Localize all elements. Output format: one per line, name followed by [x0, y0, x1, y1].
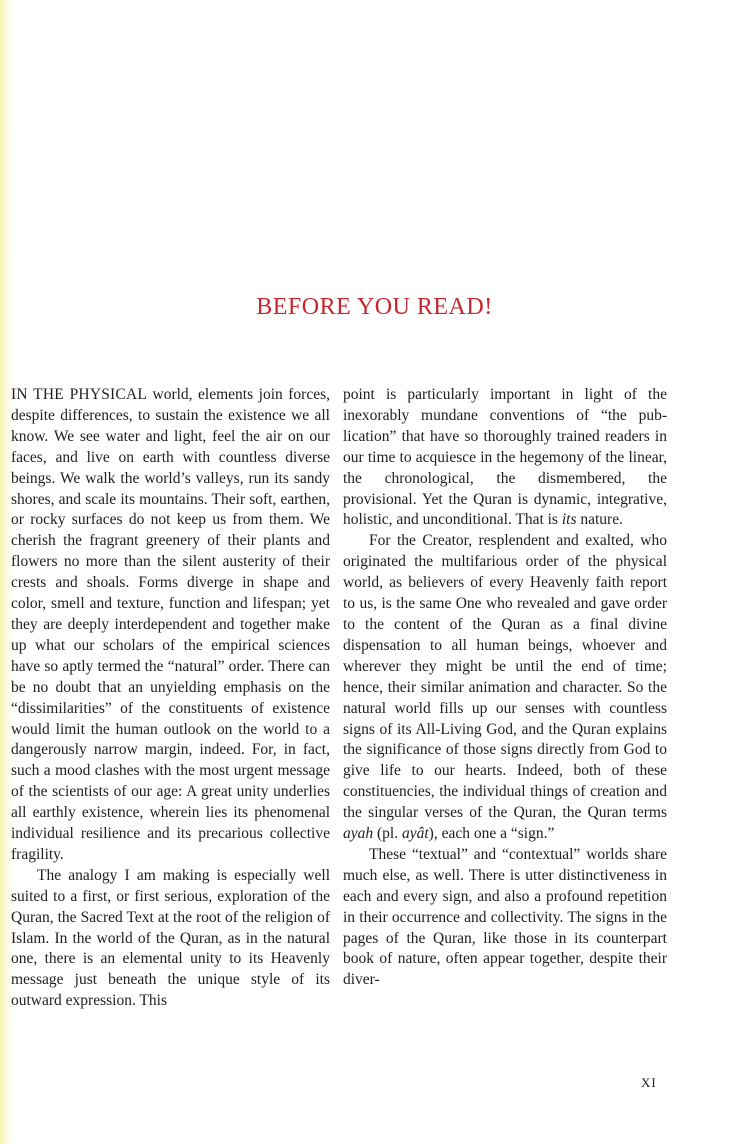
- paragraph-text: (pl.: [373, 825, 402, 843]
- paragraph: The analogy I am making is especially well suited to a first, or first serious, exploration of the Quran, the Sacred Text at the root of the religion of Islam. In the world of the Quran, as in the natural one, there is an elemental unity to its Heavenly message just beneath the unique style of its outward expression. This: [11, 866, 330, 1010]
- paragraph: These “textual” and “contextual” worlds share much else, as well. There is utter distinctiveness in each and every sign, and also a profound repetition in their occurrence and collectivity. The signs in the pages of the Quran, like those in its counterpart book of nature, often appear together, despite their diver-: [343, 845, 667, 989]
- paragraph-lead: IN THE PHYSICAL: [11, 386, 147, 403]
- italic-text: its: [561, 511, 577, 529]
- paragraph-text: For the Creator, resplendent and exalted, who originated the multifarious order of the physical world, as believers of every Heavenly faith report to us, is the same One who revealed and gave order to the content of the Quran as a final divine dispensation to all human beings, whoever and wherever they might be until the end of time; hence, their similar animation and character. So the natural world fills up our senses with countless signs of its All-Living God, and the Quran explains the significance of those signs directly from God to give life to our hearts. Indeed, both of these constituencies, the individual things of creation and the singular verses of the Quran, the Quran terms: [343, 532, 667, 822]
- paragraph: [343, 385, 667, 531]
- paragraph: [343, 531, 667, 845]
- left-column: [11, 385, 330, 1012]
- paragraph-text: ), each one a “sign.”: [428, 825, 555, 843]
- page-title: BEFORE YOU READ!: [256, 294, 493, 321]
- right-column: [343, 385, 667, 991]
- paragraph-text: point is particularly important in light of the inexorably mundane conventions of “the publication” that have so thoroughly trained readers in our time to acquiesce in the hegemony of the linear, the chronological, the dismembered, the provisional. Yet the Quran is dynamic, integrative, holistic, and unconditional. That is: [343, 386, 667, 529]
- italic-text: ayât: [401, 825, 429, 843]
- paragraph-text: world, elements join forces, despite differences, to sustain the existence we all know. We see water and light, feel the air on our faces, and live on earth with countless diverse beings. We walk the world’s valleys, run its sandy shores, and scale its mountains. Their soft, earthen, or rocky surfaces do not keep us from them. We cherish the fragrant greenery of their plants and flowers no more than the silent austerity of their crests and shoals. Forms diverge in shape and color, smell and texture, function and lifespan; yet they are deeply interdependent and together make up what our scholars of the empirical sciences have so aptly termed the “natural” order. There can be no doubt that an unyielding emphasis on the “dissimilarities” of the constituents of existence would limit the human outlook on the world to a dangerously narrow margin, indeed. For, in fact, such a mood clashes with the most urgent message of the scientists of our age: A great unity underlies all earthly existence, wherein lies its phenomenal individual resilience and its precarious collective fragility.: [11, 386, 330, 863]
- page-number: XI: [641, 1075, 657, 1090]
- italic-text: ayah: [343, 825, 374, 843]
- paragraph-text: nature.: [576, 511, 623, 529]
- paragraph: [11, 385, 330, 866]
